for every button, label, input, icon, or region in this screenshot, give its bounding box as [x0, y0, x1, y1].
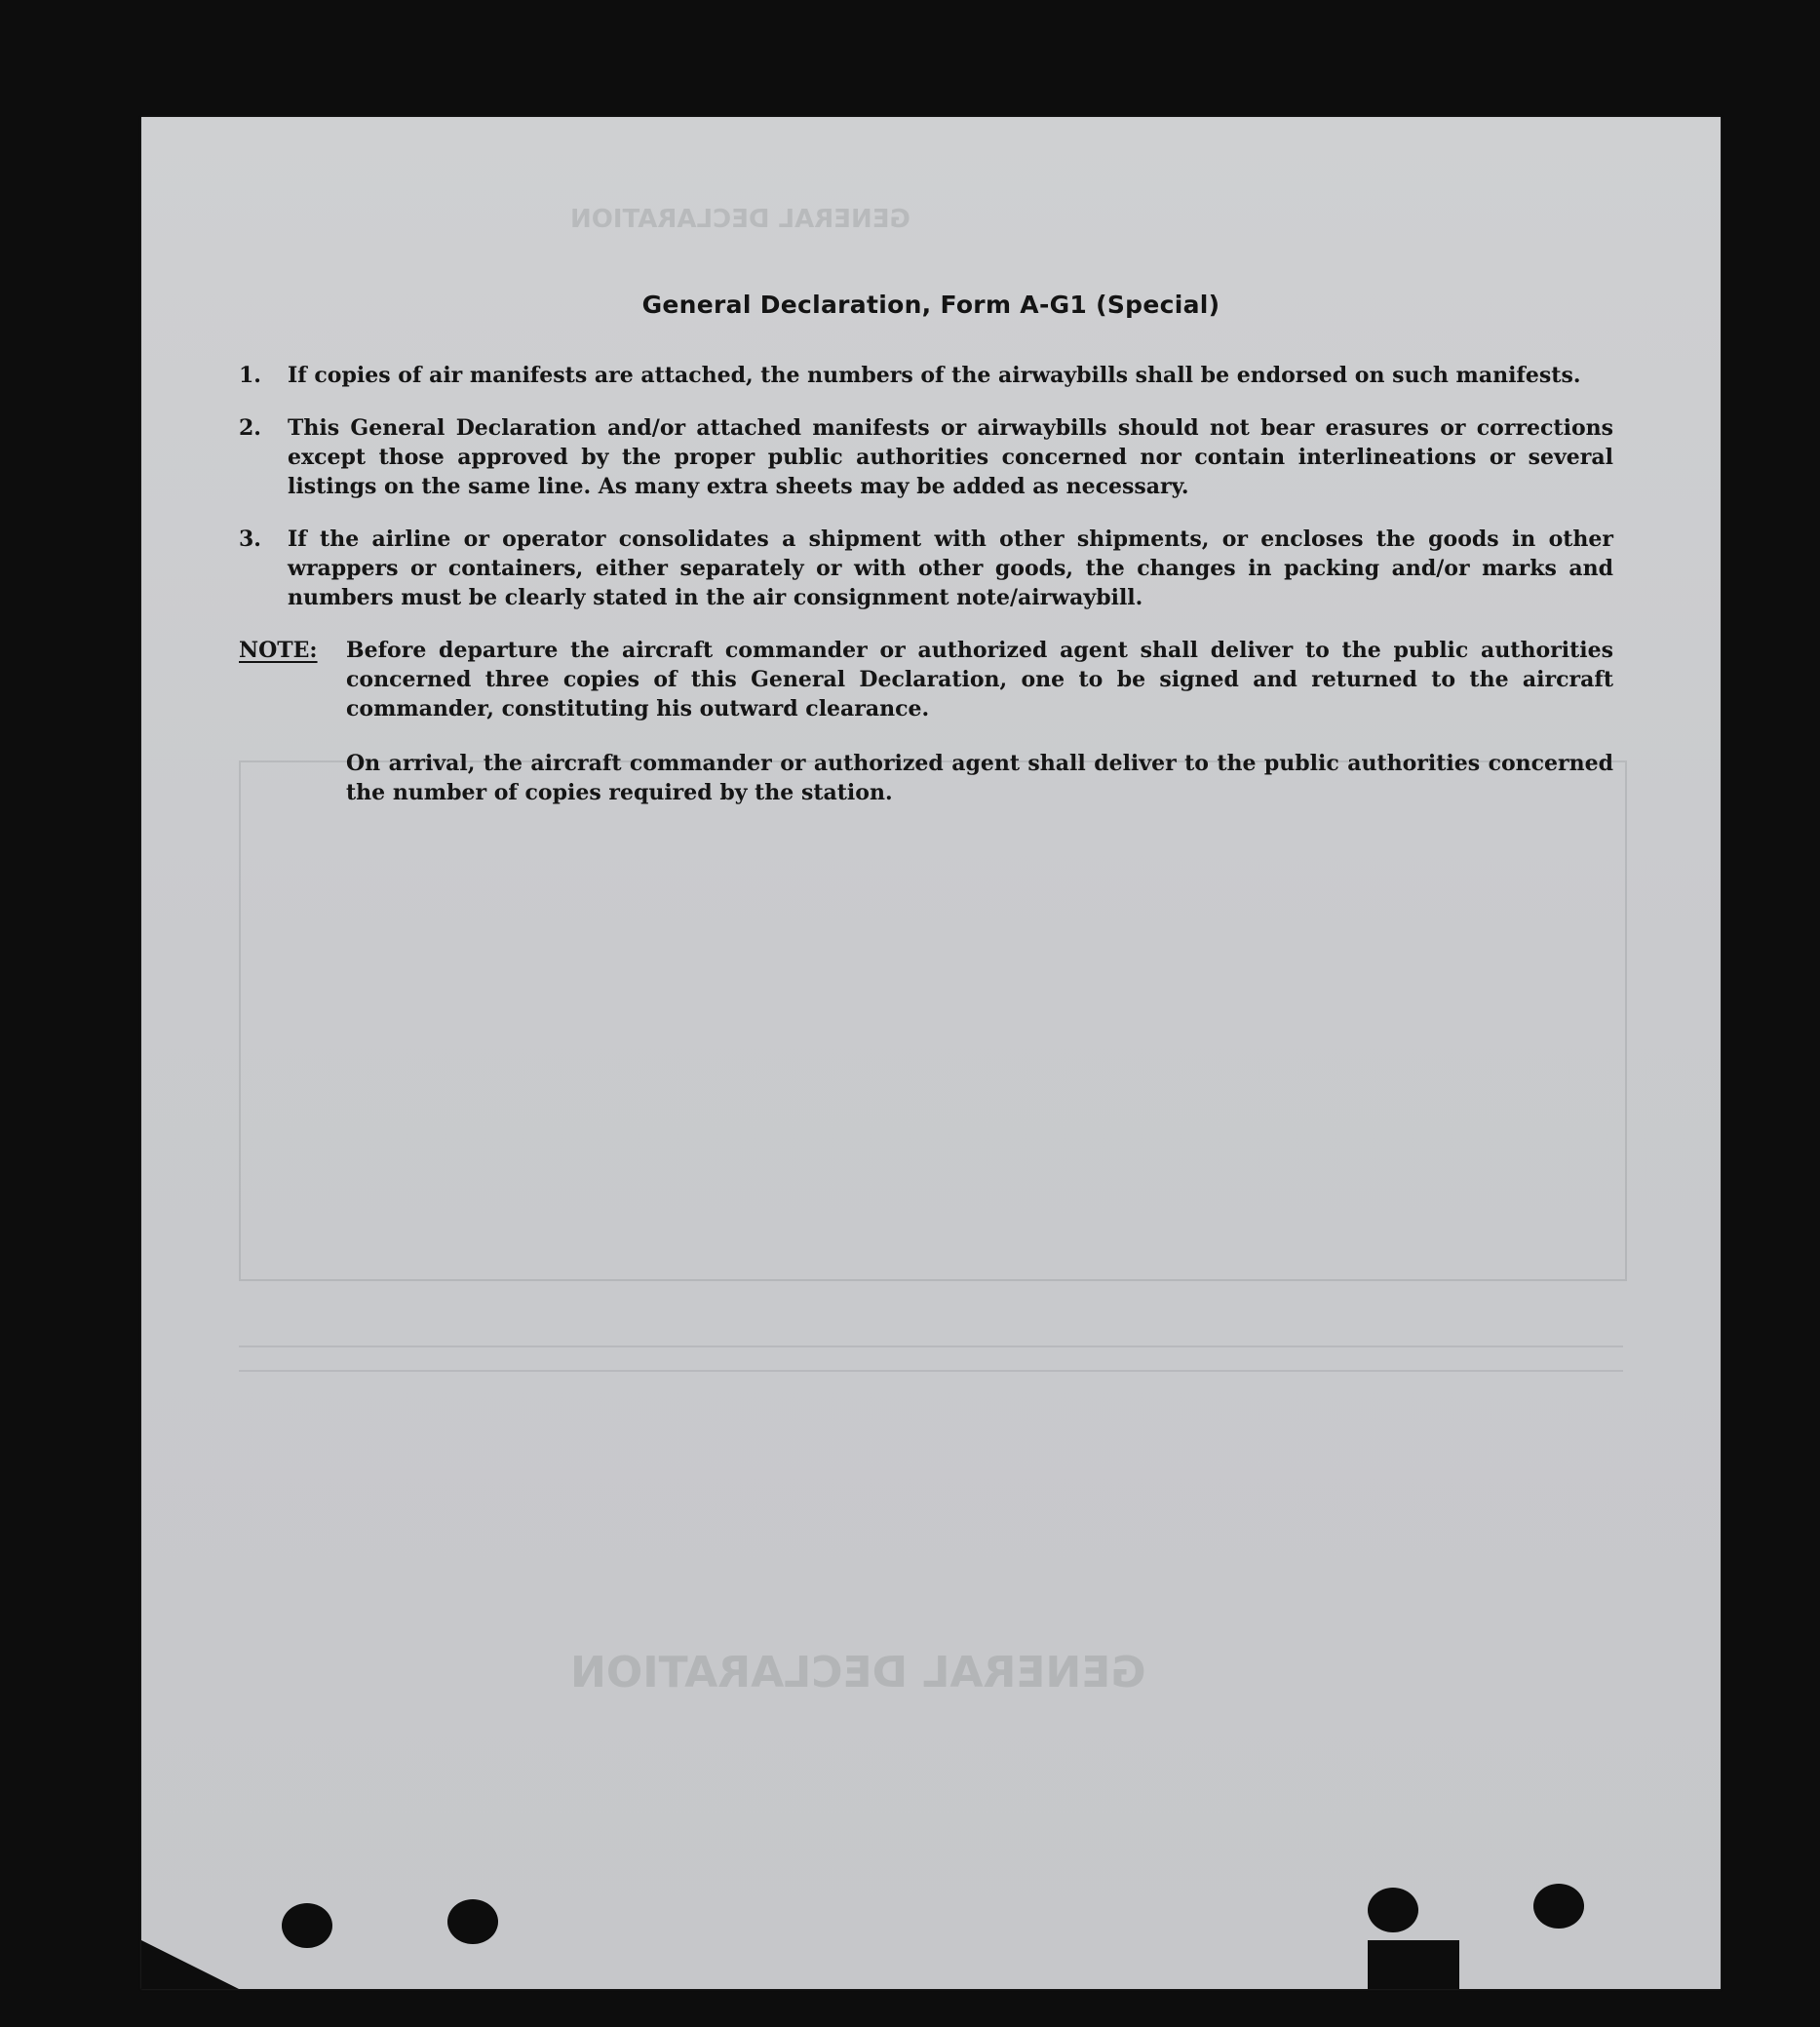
item-number: 3. — [239, 526, 261, 552]
instructions-list — [239, 361, 1613, 833]
item-text: This General Declaration and/or attached manifests or airwaybills should not bear erasures or corrections except those approved by the proper public authorities concerned nor contain interlineations or several listings on the same line. As many extra sheets may be added as necessary. — [288, 415, 1613, 499]
item-number: 1. — [239, 363, 261, 388]
show-through-heading: GENERAL DECLARATION — [570, 1648, 1146, 1697]
punch-hole — [1533, 1884, 1584, 1929]
show-through-line — [239, 1345, 1623, 1347]
punch-hole — [282, 1903, 332, 1948]
punch-hole — [447, 1899, 498, 1944]
list-item — [239, 413, 1613, 501]
show-through-subheading: GENERAL DECLARATION — [570, 205, 910, 234]
show-through-line — [239, 1370, 1623, 1372]
note-paragraph: On arrival, the aircraft commander or authorized agent shall deliver to the public authorities concerned the number of copies required by the station. — [346, 751, 1613, 805]
note-body — [346, 636, 1613, 833]
item-text: If copies of air manifests are attached, the numbers of the airwaybills shall be endorsed on such manifests. — [288, 363, 1581, 388]
punch-hole — [1368, 1888, 1418, 1932]
show-through-box — [239, 760, 1627, 1281]
note-section — [239, 636, 1613, 833]
note-paragraph: Before departure the aircraft commander or authorized agent shall deliver to the public authorities concerned three copies of this General Declaration, one to be signed and returned to the aircraft commander, constituting his outward clearance. — [346, 638, 1613, 721]
list-item — [239, 525, 1613, 612]
item-text: If the airline or operator consolidates a shipment with other shipments, or encloses the goods in other wrappers or containers, either separately or with other goods, the changes in packing and/or marks and numbers must be clearly stated in the air consignment note/airwaybill. — [288, 526, 1613, 610]
note-label: NOTE: — [239, 638, 318, 663]
page-title: General Declaration, Form A-G1 (Special) — [641, 291, 1220, 319]
torn-edge — [1368, 1940, 1459, 1989]
list-item — [239, 361, 1613, 390]
item-number: 2. — [239, 415, 261, 441]
torn-edge — [141, 1940, 239, 1989]
document-page — [141, 117, 1721, 1989]
